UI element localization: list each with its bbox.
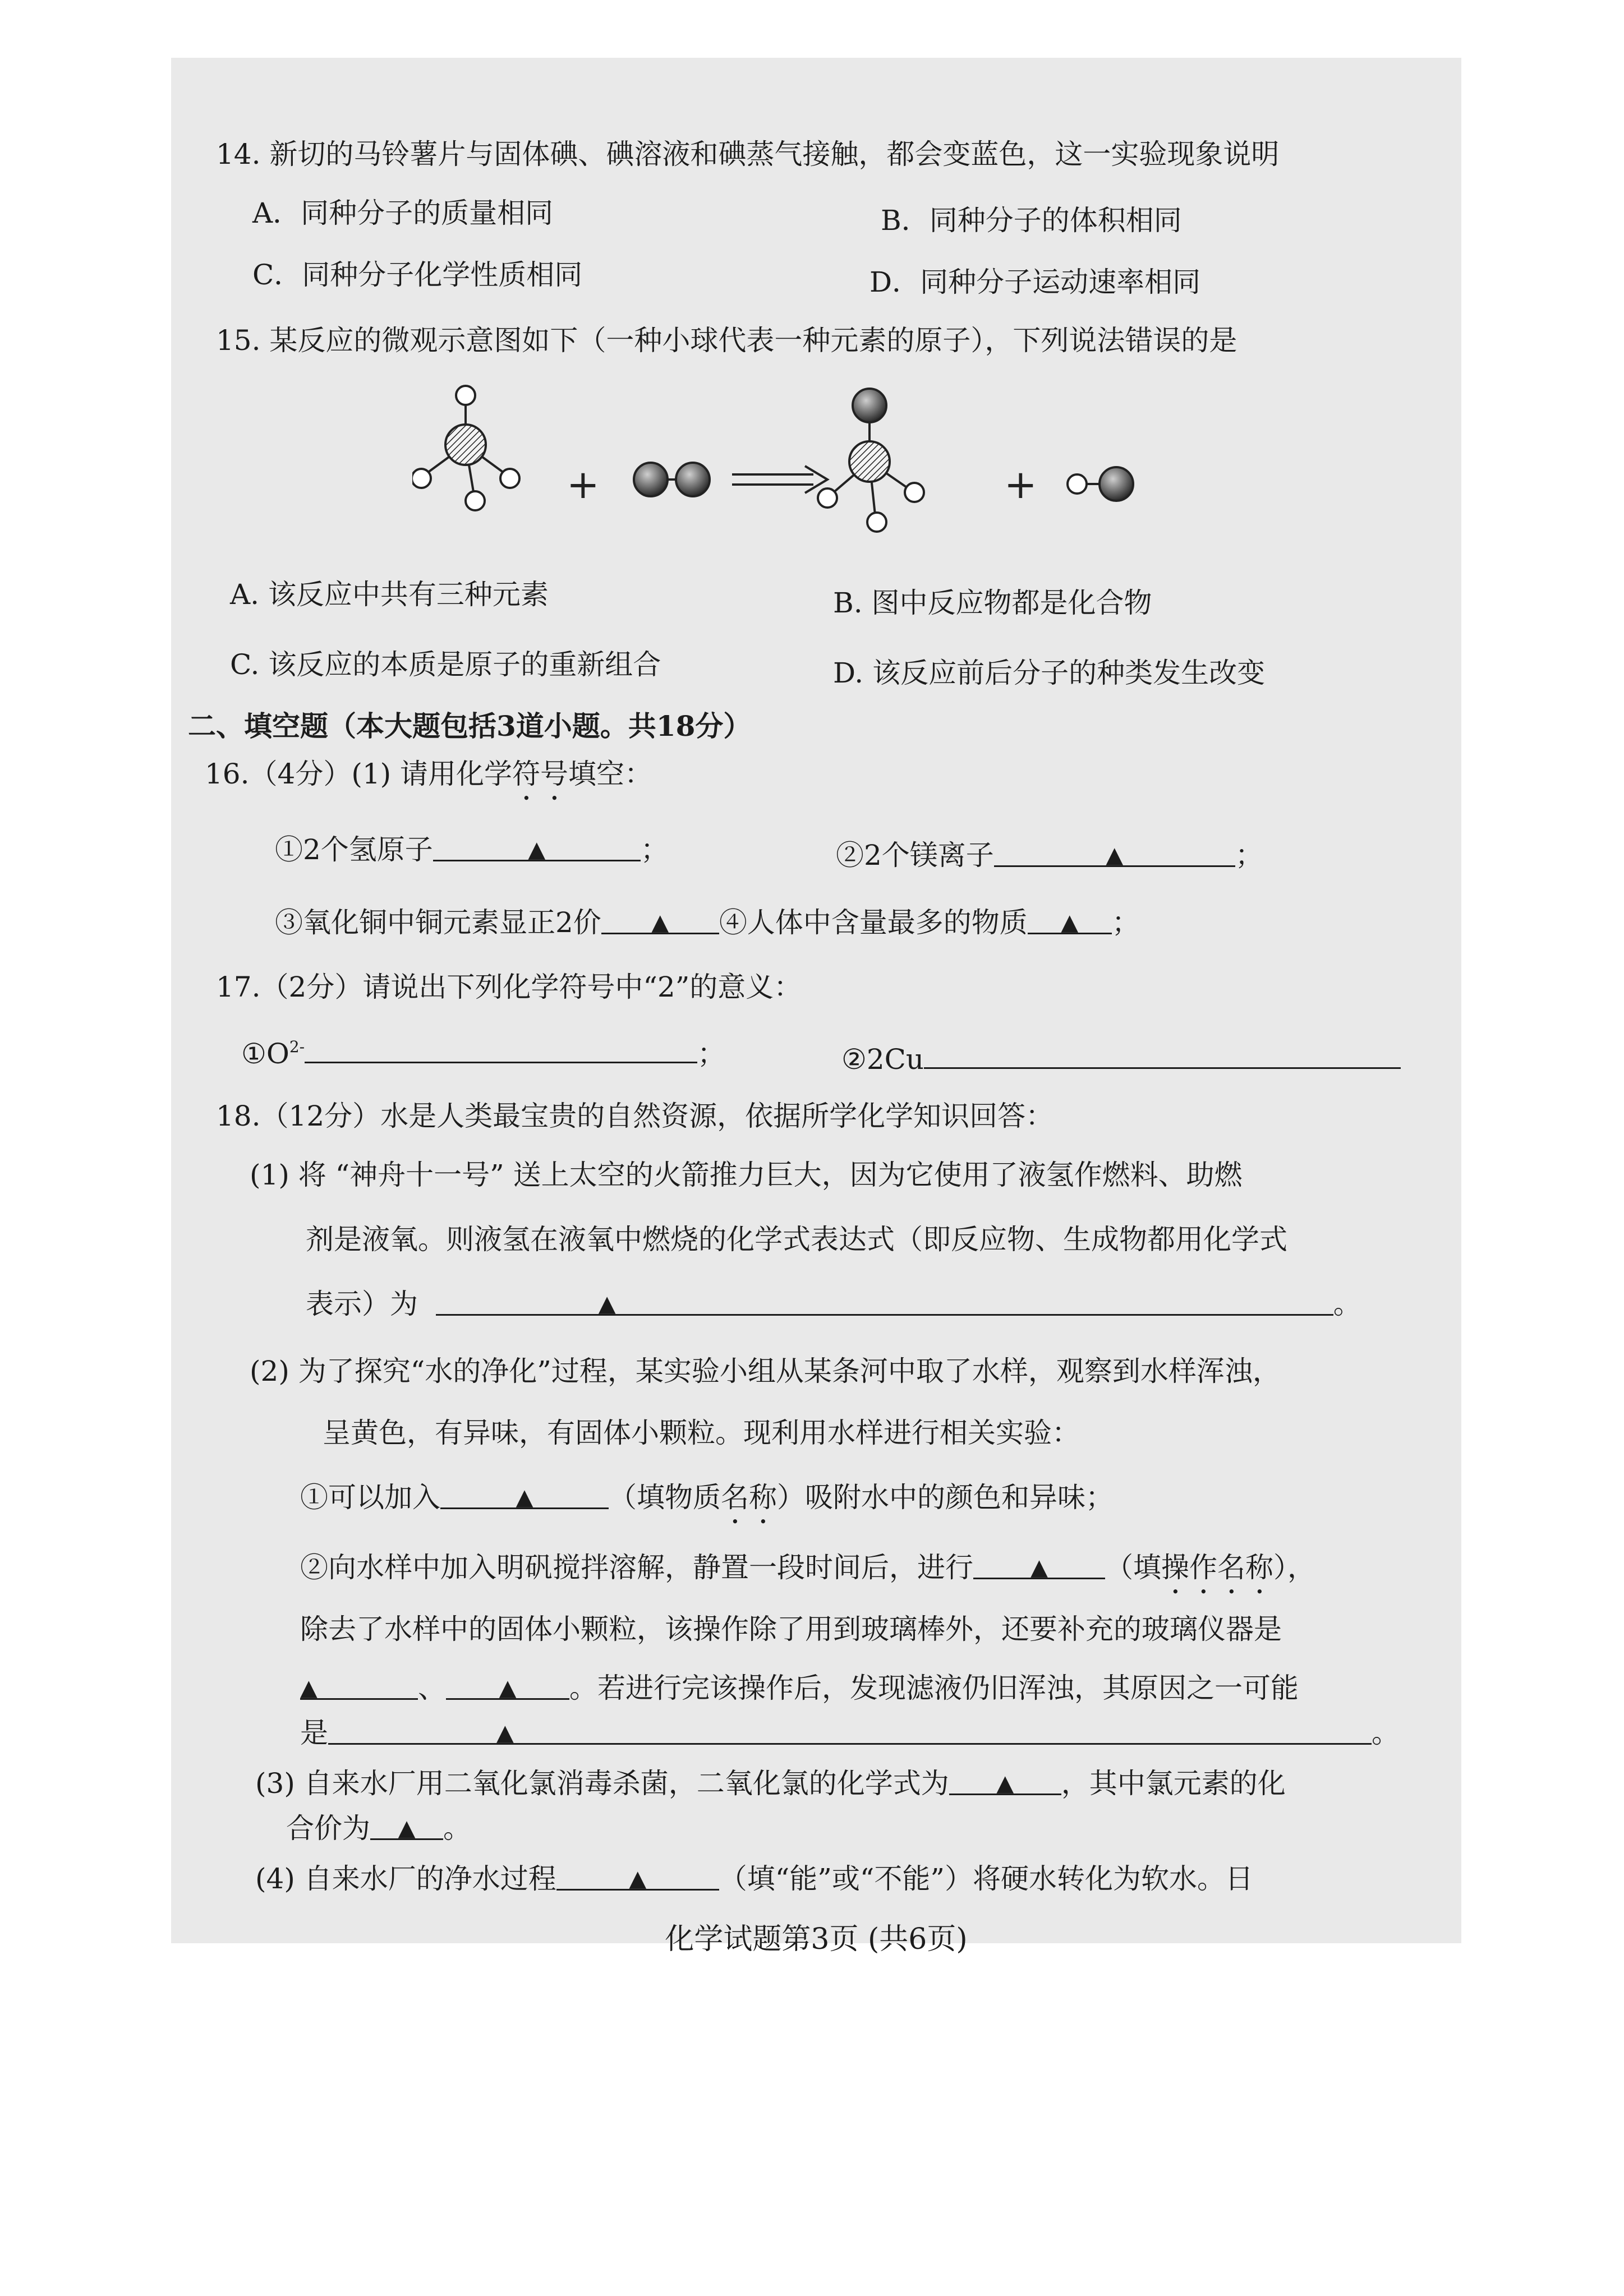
q15-option-a: A. 该反应中共有三种元素 bbox=[230, 578, 549, 611]
q18-stem: 18.（12分）水是人类最宝贵的自然资源，依据所学化学知识回答： bbox=[216, 1100, 1054, 1132]
q18-p1-line1: (1) 将 “神舟十一号” 送上太空的火箭推力巨大，因为它使用了液氢作燃料、助燃 bbox=[250, 1159, 1243, 1191]
q18-p3-line2: 合价为 ▲ 。 bbox=[286, 1810, 471, 1846]
q17-blank1[interactable] bbox=[305, 1034, 697, 1063]
q18-p3-line1: (3) 自来水厂用二氧化氯消毒杀菌，二氧化氯的化学式为 ▲ ，其中氯元素的化 bbox=[255, 1765, 1286, 1801]
q18-p3-blank2[interactable]: ▲ bbox=[370, 1810, 443, 1840]
q14-option-b: B．同种分子的体积相同 bbox=[881, 204, 1182, 237]
q17-item2: ②2Cu bbox=[841, 1039, 1401, 1077]
q18-p2-blank5[interactable]: ▲ bbox=[328, 1715, 1372, 1745]
q16-blank1[interactable]: ▲ bbox=[433, 832, 641, 861]
reaction-diagram bbox=[412, 383, 1310, 574]
q16-blank3[interactable]: ▲ bbox=[601, 905, 719, 934]
q18-p2-item2: ②向水样中加入明矾搅拌溶解，静置一段时间后，进行 ▲ （填操作名称）， bbox=[300, 1550, 1315, 1600]
q18-p1-line2: 剂是液氧。则液氢在液氧中燃烧的化学式表达式（即反应物、生成物都用化学式 bbox=[306, 1223, 1287, 1256]
reaction-arrow-icon bbox=[732, 466, 827, 493]
q15-option-c: C. 该反应的本质是原子的重新组合 bbox=[230, 648, 661, 681]
q18-p2-blank4[interactable]: ▲ bbox=[446, 1670, 569, 1700]
q18-p2-item1: ①可以加入 ▲ （填物质名称）吸附水中的颜色和异味； bbox=[300, 1479, 1114, 1530]
plus-sign-1: + bbox=[567, 462, 600, 508]
section2-title: 二、填空题（本大题包括3道小题。共18分） bbox=[188, 709, 752, 743]
q18-p2-blank1[interactable]: ▲ bbox=[440, 1479, 609, 1509]
q16-item2: ②2个镁离子 ▲ ； bbox=[836, 837, 1263, 873]
q18-p2-blank3[interactable]: ▲ bbox=[300, 1670, 418, 1700]
reactant-molecule-1 bbox=[412, 386, 519, 510]
q14-option-d: D．同种分子运动速率相同 bbox=[869, 266, 1201, 298]
q15-stem: 15. 某反应的微观示意图如下（一种小球代表一种元素的原子），下列说法错误的是 bbox=[216, 324, 1237, 357]
q18-p3-blank1[interactable]: ▲ bbox=[949, 1765, 1061, 1795]
q18-p2-line7: 是 ▲ 。 bbox=[300, 1715, 1400, 1751]
q14-option-a: A．同种分子的质量相同 bbox=[252, 197, 554, 229]
q18-p2-line2: 呈黄色，有异味，有固体小颗粒。现利用水样进行相关实验： bbox=[323, 1417, 1080, 1449]
q18-p2-line1: (2) 为了探究“水的净化”过程，某实验小组从某条河中取了水样，观察到水样浑浊， bbox=[250, 1355, 1281, 1387]
page-footer: 化学试题第3页 (共6页) bbox=[665, 1922, 968, 1956]
q17-item1: $①O^{2-}$ ； bbox=[241, 1034, 725, 1076]
q15-option-d: D. 该反应前后分子的种类发生改变 bbox=[833, 657, 1266, 689]
q18-p4: (4) 自来水厂的净水过程 ▲ （填“能”或“不能”）将硬水转化为软水。日 bbox=[255, 1861, 1253, 1897]
q14-stem: 14. 新切的马铃薯片与固体碘、碘溶液和碘蒸气接触，都会变蓝色，这一实验现象说明 bbox=[216, 138, 1280, 170]
q16-blank2[interactable]: ▲ bbox=[994, 837, 1235, 867]
q16-item1: ①2个氢原子 ▲ ； bbox=[275, 832, 669, 868]
q17-stem: 17.（2分）请说出下列化学符号中“2”的意义： bbox=[216, 971, 802, 1003]
q18-p2-blank2[interactable]: ▲ bbox=[973, 1550, 1105, 1579]
product-molecule-1 bbox=[818, 389, 924, 532]
q18-p1-line3: 表示）为 ▲ 。 bbox=[306, 1286, 1361, 1322]
q16-item3: ③氧化铜中铜元素显正2价 ▲ ④人体中含量最多的物质 ▲ ； bbox=[275, 905, 1140, 940]
q17-blank2[interactable] bbox=[924, 1039, 1401, 1069]
q18-p2-line6: ▲ 、 ▲ 。若进行完该操作后，发现滤液仍旧浑浊，其原因之一可能 bbox=[300, 1670, 1299, 1706]
q16-stem: 16.（4分）(1) 请用化学符号填空： bbox=[205, 758, 653, 790]
exam-page bbox=[171, 58, 1461, 1956]
q15-option-b: B. 图中反应物都是化合物 bbox=[833, 587, 1152, 619]
plus-sign-2: + bbox=[1004, 462, 1037, 508]
q16-blank4[interactable]: ▲ bbox=[1028, 905, 1112, 934]
q14-option-c: C．同种分子化学性质相同 bbox=[252, 259, 583, 291]
product-molecule-2 bbox=[1068, 467, 1133, 501]
q18-p4-blank[interactable]: ▲ bbox=[556, 1861, 719, 1891]
reactant-molecule-2 bbox=[634, 463, 710, 496]
q18-p1-blank[interactable]: ▲ bbox=[436, 1286, 1333, 1316]
q18-p2-line5: 除去了水样中的固体小颗粒，该操作除了用到玻璃棒外，还要补充的玻璃仪器是 bbox=[300, 1613, 1282, 1645]
